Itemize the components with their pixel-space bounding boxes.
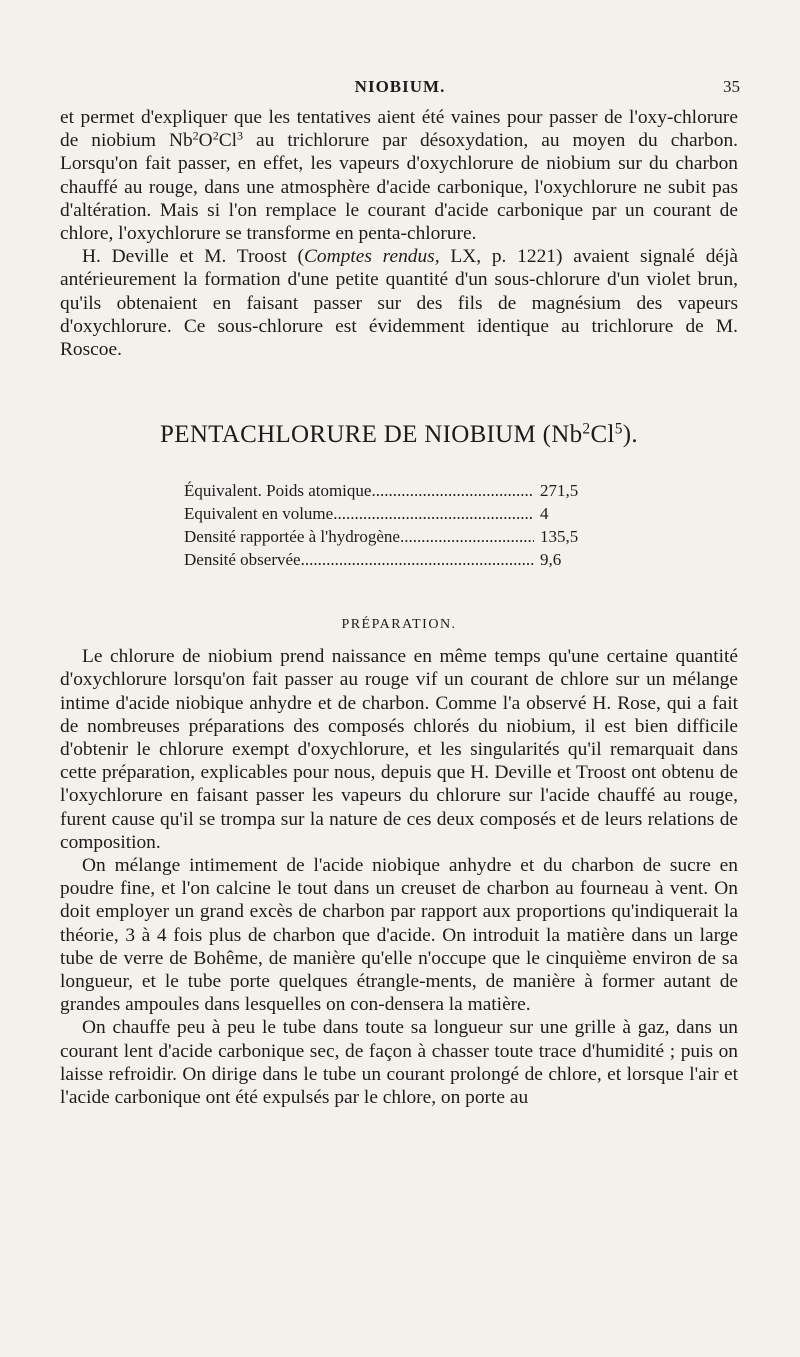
page-body (60, 106, 738, 1109)
paragraph-preparation-3: On chauffe peu à peu le tube dans toute sa longueur sur une grille à gaz, dans un courant lent d'acide carbonique sec, de façon à chasser toute trace d'humidité ; puis on laisse refroidir. On dirige dans le tube un courant prolongé de chlore, et lorsque l'air et l'acide carbonique ont été expulsés par le chlore, on porte au (60, 1017, 738, 1109)
paragraph-preparation-1: Le chlorure de niobium prend naissance en même temps qu'une certaine quantité d'oxychlorure lorsqu'on fait passer au rouge vif un courant de chlore sur un mélange intime d'acide niobique anhydre et de charbon. Comme l'a observé H. Rose, qui a fait de nombreuses préparations des composés chlorés du niobium, il est bien difficile d'obtenir le chlorure exempt d'oxychlorure, et les singularités qu'il remarquait dans cette préparation, explicables pour nous, depuis que H. Deville et Troost ont obtenu de l'oxychlorure en faisant passer les vapeurs du chlorure sur l'acide chauffé au rouge, furent cause qu'il se trompa sur la nature de ces deux composés et de leurs relations de composition. (60, 646, 738, 853)
property-row: Densité rapportée à l'hydrogène ..... 135,5 (184, 525, 584, 548)
paragraph-preparation-2: On mélange intimement de l'acide niobique anhydre et du charbon de sucre en poudre fine, et l'on calcine le tout dans un creuset de charbon au fourneau à vent. On doit employer un grand excès de charbon par rapport aux proportions qu'indiquerait la théorie, 3 à 4 fois plus de charbon que d'acide. On introduit la matière dans un large tube de verre de Bohême, de manière qu'elle n'occupe que le cinquième environ de sa longueur, et le tube porte quelques étrangle-ments, de manière à former autant de grandes ampoules dans lesquelles on con-densera la matière. (60, 855, 738, 1016)
page-number: 35 (723, 77, 740, 96)
paragraph-deville-troost: H. Deville et M. Troost (Comptes rendus, LX, p. 1221) avaient signalé déjà antérieurement la formation d'une petite quantité d'un sous-chlorure d'un violet brun, qu'ils obtenaient en faisant passer sur des fils de magnésium des vapeurs d'oxychlorure. Ce sous-chlorure est évidemment identique au trichlorure de M. Roscoe. (60, 246, 738, 361)
property-row: Densité observée ..... 9,6 (184, 548, 584, 571)
paragraph-oxychlorure: et permet d'expliquer que les tentatives aient été vaines pour passer de l'oxy-chlorure de niobium $Nb^2O^2Cl^3$ au trichlorure par désoxydation, au moyen du charbon. Lorsqu'on fait passer, en effet, les vapeurs d'oxychlorure de niobium sur du charbon chauffé au rouge, dans une atmosphère d'acide carbonique, l'oxychlorure ne subit pas d'altération. Mais si l'on remplace le courant d'acide carbonique par un courant de chlore, l'oxychlorure se transforme en penta-chlorure. (60, 107, 738, 245)
running-head (0, 77, 800, 103)
property-row: Équivalent. Poids atomique ..... 271,5 (184, 479, 584, 502)
property-row: Equivalent en volume ..... 4 (184, 502, 584, 525)
running-title: NIOBIUM. (354, 77, 446, 96)
subheading-preparation: PRÉPARATION. (341, 617, 457, 633)
section-heading: PENTACHLORURE DE NIOBIUM (Nb$^2$Cl$^5$). (160, 420, 638, 449)
properties-table (184, 479, 584, 571)
